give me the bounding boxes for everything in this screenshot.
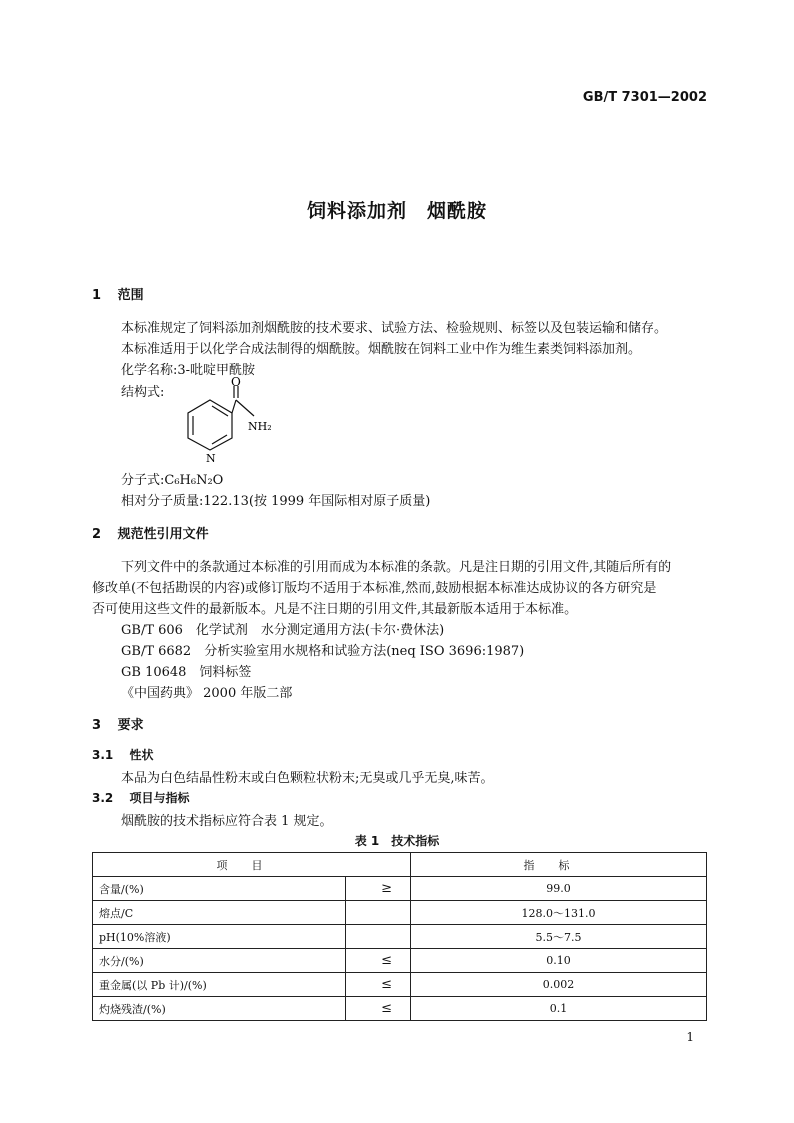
amide-bond — [236, 400, 254, 416]
page-number: 1 — [686, 1030, 694, 1044]
table-caption: 表 1 技术指标 — [354, 834, 440, 848]
row-item: pH(10%溶液) — [93, 925, 346, 949]
row-item: 水分/(%) — [93, 949, 346, 973]
structure-label: 结构式: — [121, 385, 165, 400]
section-title: 范围 — [117, 288, 144, 303]
carbonyl-bond — [232, 400, 236, 413]
subsection-3-1-heading — [92, 746, 153, 763]
oxygen-atom: O — [231, 376, 241, 389]
pyridine-ring — [188, 400, 232, 450]
section-3-heading — [92, 714, 144, 733]
column-header-item: 项目 — [93, 853, 411, 877]
row-operator — [346, 925, 411, 949]
section-1-heading — [92, 284, 144, 303]
amine-group: NH₂ — [248, 420, 272, 433]
scope-paragraph-2: 本标准适用于以化学合成法制得的烟酰胺。烟酰胺在饲料工业中作为维生素类饲料添加剂。 — [121, 342, 642, 357]
row-value: 0.10 — [411, 949, 707, 973]
subsection-number: 3.1 — [92, 748, 114, 762]
table-row — [93, 877, 707, 901]
row-item: 含量/(%) — [93, 877, 346, 901]
appearance-text: 本品为白色结晶性粉末或白色颗粒状粉末;无臭或几乎无臭,味苦。 — [121, 771, 494, 786]
row-item: 灼烧残渣/(%) — [93, 997, 346, 1021]
table-row — [93, 925, 707, 949]
document-title: 饲料添加剂 烟酰胺 — [306, 200, 487, 222]
chemical-name: 化学名称:3-吡啶甲酰胺 — [121, 363, 256, 378]
reference-item: GB/T 6682 分析实验室用水规格和试验方法(neq ISO 3696:1987) — [121, 644, 525, 659]
row-operator: ≤ — [346, 949, 411, 973]
section-title: 要求 — [117, 718, 144, 733]
section-number: 2 — [92, 527, 102, 542]
section-2-heading — [92, 523, 209, 542]
table-row — [93, 997, 707, 1021]
row-item: 重金属(以 Pb 计)/(%) — [93, 973, 346, 997]
row-value: 128.0～131.0 — [411, 901, 707, 925]
row-value: 0.002 — [411, 973, 707, 997]
standard-number: GB/T 7301—2002 — [582, 90, 707, 105]
subsection-title: 性状 — [129, 748, 154, 762]
row-value: 0.1 — [411, 997, 707, 1021]
table-row — [93, 973, 707, 997]
row-value: 99.0 — [411, 877, 707, 901]
row-item: 熔点/C — [93, 901, 346, 925]
normative-paragraph-line-3: 否可使用这些文件的最新版本。凡是不注日期的引用文件,其最新版本适用于本标准。 — [92, 602, 578, 617]
subsection-number: 3.2 — [92, 791, 114, 805]
row-operator — [346, 901, 411, 925]
nitrogen-atom: N — [206, 452, 216, 465]
technical-spec-table — [92, 852, 707, 1021]
subsection-title: 项目与指标 — [129, 791, 190, 805]
table-row — [93, 949, 707, 973]
row-operator: ≥ — [346, 877, 411, 901]
reference-item: GB 10648 饲料标签 — [121, 665, 252, 680]
ring-double-bond — [212, 406, 228, 416]
structural-formula — [170, 376, 280, 466]
row-operator: ≤ — [346, 997, 411, 1021]
row-operator: ≤ — [346, 973, 411, 997]
molecular-formula: 分子式:C₆H₆N₂O — [121, 473, 224, 488]
normative-paragraph-line-2: 修改单(不包括勘误的内容)或修订版均不适用于本标准,然而,鼓励根据本标准达成协议的各方研究是 — [92, 581, 657, 596]
subsection-3-2-heading — [92, 789, 189, 806]
row-value: 5.5～7.5 — [411, 925, 707, 949]
section-number: 3 — [92, 718, 102, 733]
spec-intro-text: 烟酰胺的技术指标应符合表 1 规定。 — [121, 814, 333, 829]
column-header-value: 指标 — [411, 853, 707, 877]
reference-item: 《中国药典》 2000 年版二部 — [121, 686, 293, 701]
normative-paragraph-line-1: 下列文件中的条款通过本标准的引用而成为本标准的条款。凡是注日期的引用文件,其随后所有的 — [121, 560, 672, 575]
section-number: 1 — [92, 288, 102, 303]
ring-double-bond — [212, 435, 227, 444]
molecular-mass: 相对分子质量:122.13(按 1999 年国际相对原子质量) — [121, 494, 431, 509]
reference-item: GB/T 606 化学试剂 水分测定通用方法(卡尔·费休法) — [121, 623, 445, 638]
section-title: 规范性引用文件 — [117, 527, 209, 542]
table-header-row — [93, 853, 707, 877]
scope-paragraph-1: 本标准规定了饲料添加剂烟酰胺的技术要求、试验方法、检验规则、标签以及包装运输和储存。 — [121, 321, 668, 336]
table-row — [93, 901, 707, 925]
